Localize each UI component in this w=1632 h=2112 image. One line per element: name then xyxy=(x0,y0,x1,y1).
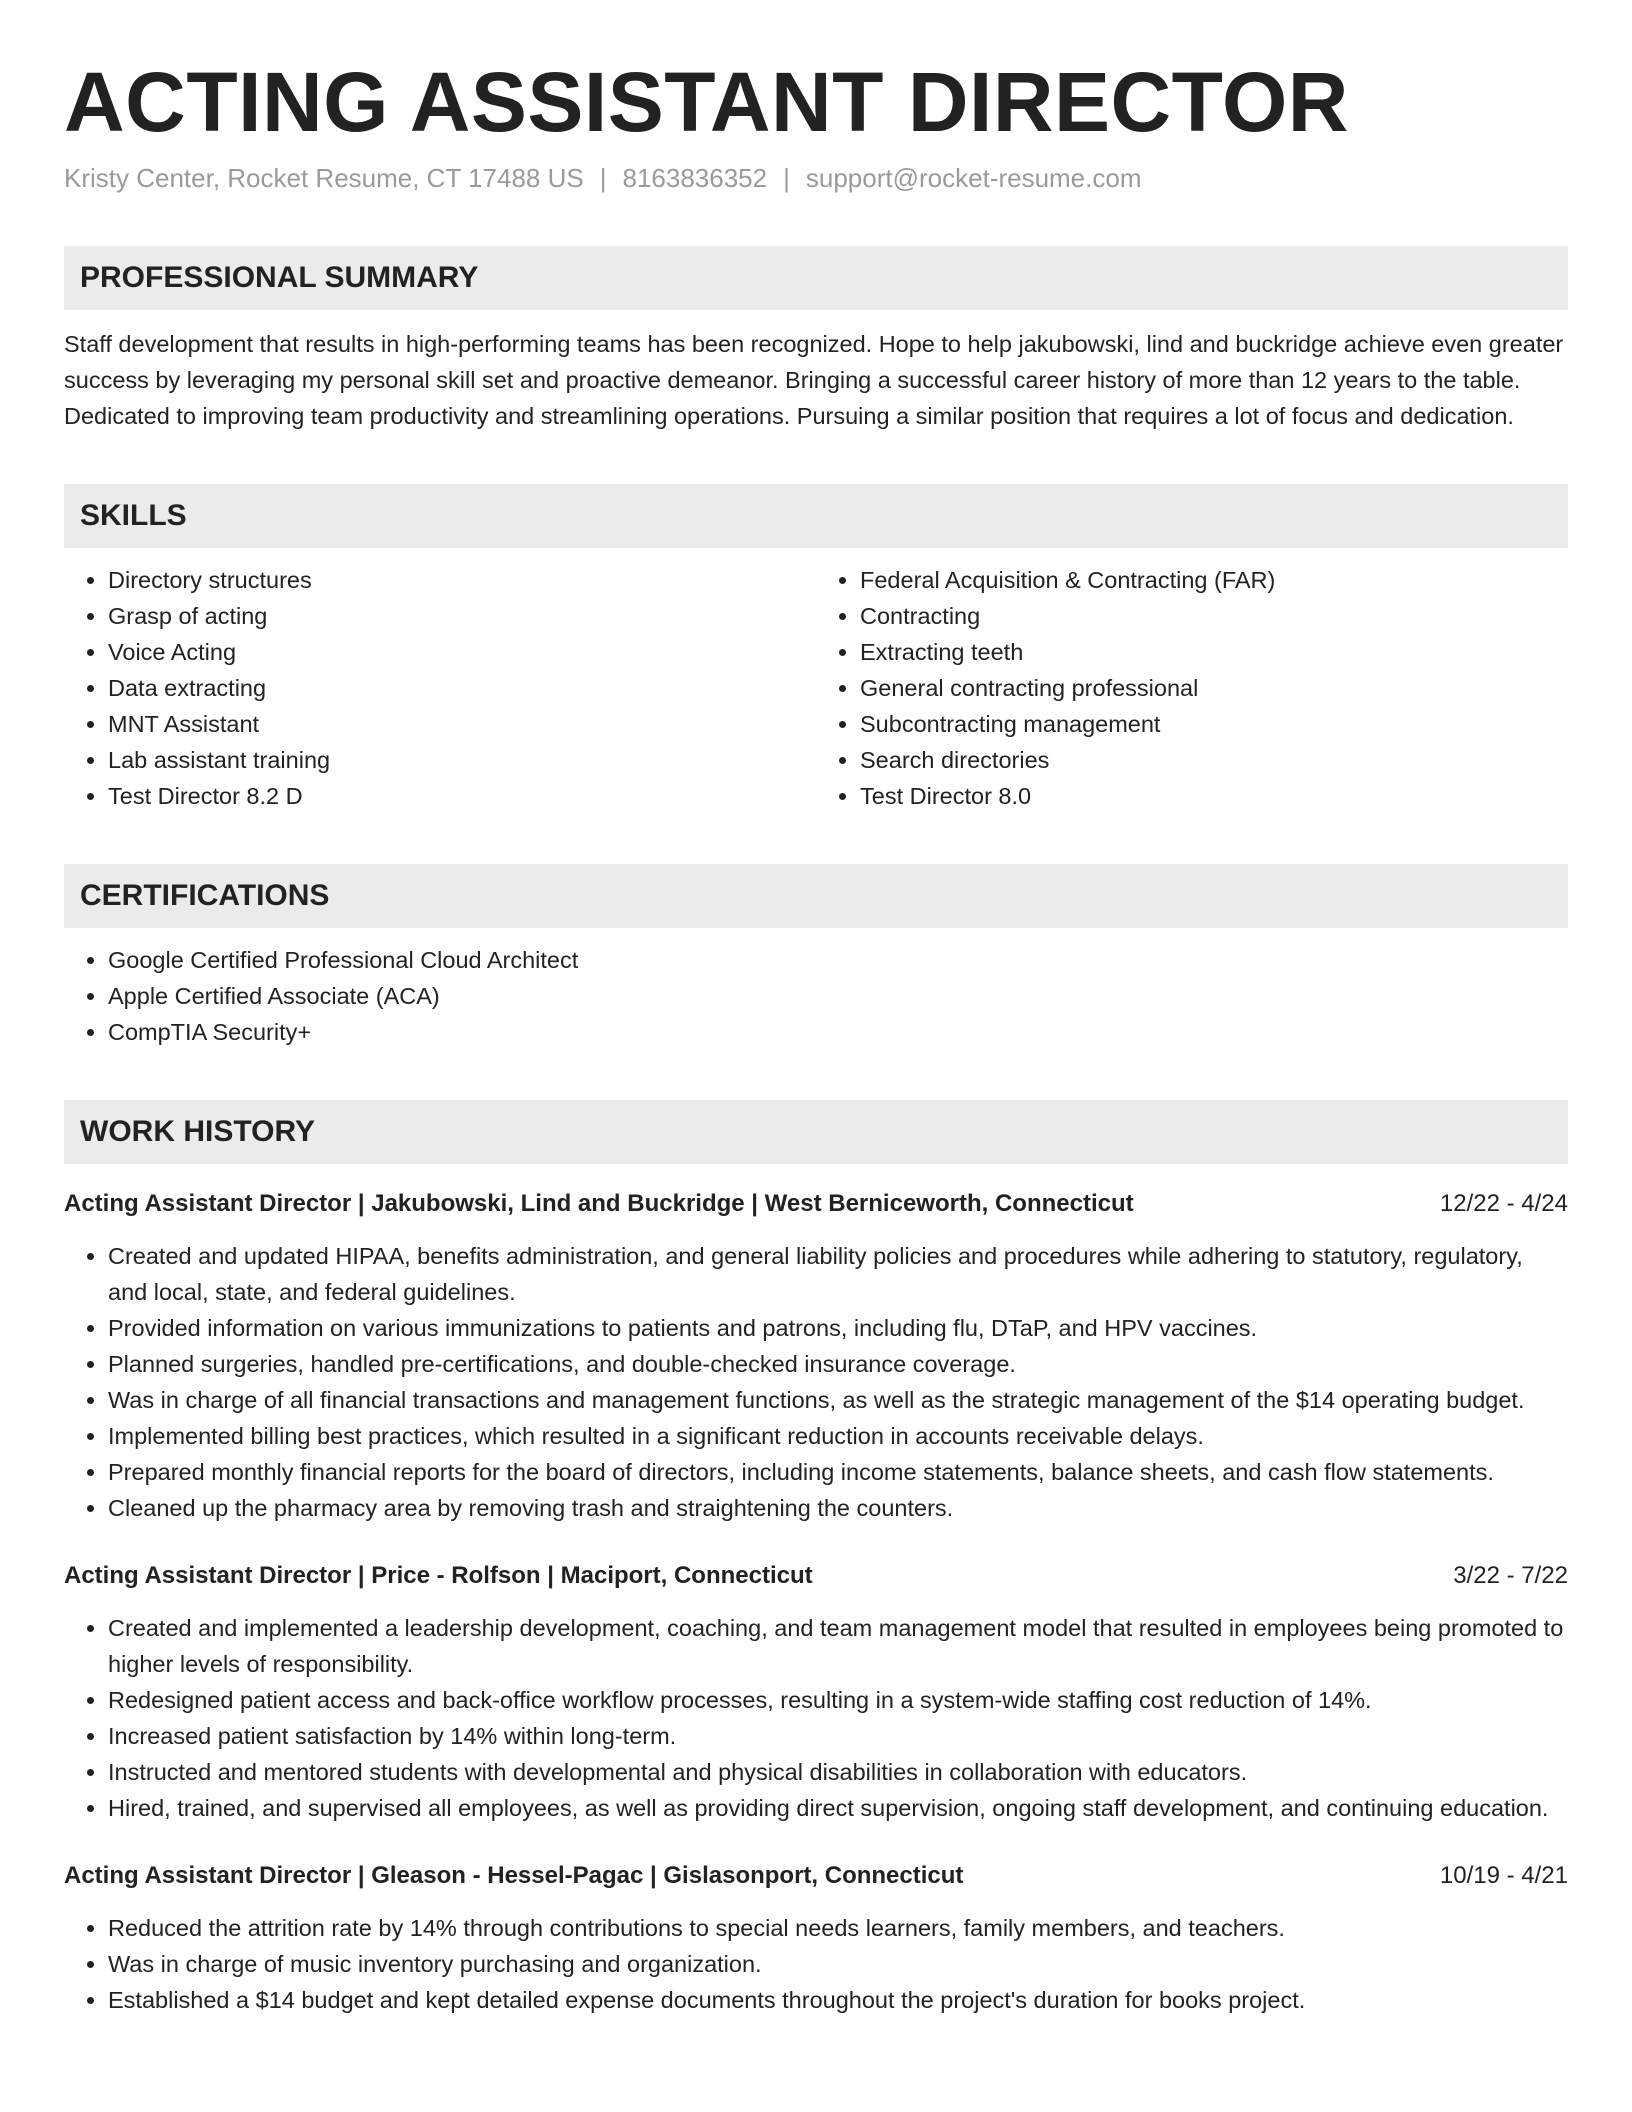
certifications-list xyxy=(64,942,1568,1050)
job-bullet: • Planned surgeries, handled pre-certifications, and double-checked insurance coverage. xyxy=(108,1346,1568,1382)
contact-email: support@rocket-resume.com xyxy=(805,162,1142,193)
skill-item: • Subcontracting management xyxy=(860,706,1568,742)
skill-item: • General contracting professional xyxy=(860,670,1568,706)
job-entry xyxy=(64,1558,1568,1826)
certification-item: • CompTIA Security+ xyxy=(108,1014,1568,1050)
section-heading-certifications: CERTIFICATIONS xyxy=(64,864,1568,928)
skill-item: • Federal Acquisition & Contracting (FAR) xyxy=(860,562,1568,598)
job-title: Acting Assistant Director | Gleason - Hessel-Pagac | Gislasonport, Connecticut xyxy=(64,1861,964,1889)
summary-text: Staff development that results in high-performing teams has been recognized. Hope to help jakubowski, lind and buckridge achieve even greater success by leveraging my personal skill set and proactive demeanor. Bringing a successful career history of more than 12 years to the table. Dedicated to improving team productivity and streamlining operations. Pursuing a similar position that requires a lot of focus and dedication. xyxy=(64,330,1564,429)
job-bullet: • Reduced the attrition rate by 14% through contributions to special needs learners, family members, and teachers. xyxy=(108,1910,1568,1946)
skill-item: • Voice Acting xyxy=(108,634,816,670)
job-dates: 12/22 - 4/24 xyxy=(1439,1189,1568,1217)
job-bullet: • Hired, trained, and supervised all employees, as well as providing direct supervision, ongoing staff development, and continuing education. xyxy=(108,1790,1568,1826)
skills-columns xyxy=(64,548,1568,814)
job-bullet: • Was in charge of music inventory purchasing and organization. xyxy=(108,1946,1568,1982)
contact-separator: | xyxy=(599,162,607,193)
certification-item: • Apple Certified Associate (ACA) xyxy=(108,978,1568,1014)
contact-line xyxy=(64,163,1568,194)
job-dates: 10/19 - 4/21 xyxy=(1439,1861,1568,1889)
resume-title: ACTING ASSISTANT DIRECTOR xyxy=(64,55,1349,149)
job-entry xyxy=(64,1858,1568,2018)
skill-item: • Data extracting xyxy=(108,670,816,706)
certification-item: • Google Certified Professional Cloud Architect xyxy=(108,942,1568,978)
job-bullet: • Was in charge of all financial transactions and management functions, as well as the strategic management of the $14 operating budget. xyxy=(108,1382,1568,1418)
contact-phone: 8163836352 xyxy=(622,162,768,193)
job-bullet: • Redesigned patient access and back-office workflow processes, resulting in a system-wide staffing cost reduction of 14%. xyxy=(108,1682,1568,1718)
job-bullets xyxy=(64,1910,1568,2018)
skill-item: • Grasp of acting xyxy=(108,598,816,634)
job-header xyxy=(64,1858,1568,1894)
job-dates: 3/22 - 7/22 xyxy=(1453,1561,1568,1589)
section-heading-summary: PROFESSIONAL SUMMARY xyxy=(64,246,1568,310)
skill-item: • Directory structures xyxy=(108,562,816,598)
skill-item: • Lab assistant training xyxy=(108,742,816,778)
job-title: Acting Assistant Director | Price - Rolfson | Maciport, Connecticut xyxy=(64,1561,813,1589)
job-title: Acting Assistant Director | Jakubowski, Lind and Buckridge | West Berniceworth, Connecticut xyxy=(64,1189,1134,1217)
job-bullet: • Created and implemented a leadership development, coaching, and team management model that resulted in employees being promoted to higher levels of responsibility. xyxy=(108,1610,1568,1682)
job-bullet: • Cleaned up the pharmacy area by removing trash and straightening the counters. xyxy=(108,1490,1568,1526)
job-bullet: • Instructed and mentored students with developmental and physical disabilities in collaboration with educators. xyxy=(108,1754,1568,1790)
skill-item: • Test Director 8.2 D xyxy=(108,778,816,814)
section-heading-work-history: WORK HISTORY xyxy=(64,1100,1568,1164)
skill-item: • Search directories xyxy=(860,742,1568,778)
skills-list-left xyxy=(64,562,816,814)
skills-list-right xyxy=(816,562,1568,814)
job-bullets xyxy=(64,1238,1568,1526)
skill-item: • Extracting teeth xyxy=(860,634,1568,670)
job-header xyxy=(64,1558,1568,1594)
job-bullet: • Prepared monthly financial reports for the board of directors, including income statements, balance sheets, and cash flow statements. xyxy=(108,1454,1568,1490)
job-entry xyxy=(64,1186,1568,1526)
job-bullet: • Provided information on various immunizations to patients and patrons, including flu, DTaP, and HPV vaccines. xyxy=(108,1310,1568,1346)
job-header xyxy=(64,1186,1568,1222)
contact-address: Kristy Center, Rocket Resume, CT 17488 US xyxy=(64,162,584,193)
skill-item: • Contracting xyxy=(860,598,1568,634)
section-heading-skills: SKILLS xyxy=(64,484,1568,548)
job-bullet: • Created and updated HIPAA, benefits administration, and general liability policies and procedures while adhering to statutory, regulatory, and local, state, and federal guidelines. xyxy=(108,1238,1568,1310)
job-bullet: • Implemented billing best practices, which resulted in a significant reduction in accounts receivable delays. xyxy=(108,1418,1568,1454)
job-bullet: • Established a $14 budget and kept detailed expense documents throughout the project's duration for books project. xyxy=(108,1982,1568,2018)
skill-item: • Test Director 8.0 xyxy=(860,778,1568,814)
contact-separator: | xyxy=(783,162,790,193)
skill-item: • MNT Assistant xyxy=(108,706,816,742)
job-bullets xyxy=(64,1610,1568,1826)
job-bullet: • Increased patient satisfaction by 14% within long-term. xyxy=(108,1718,1568,1754)
